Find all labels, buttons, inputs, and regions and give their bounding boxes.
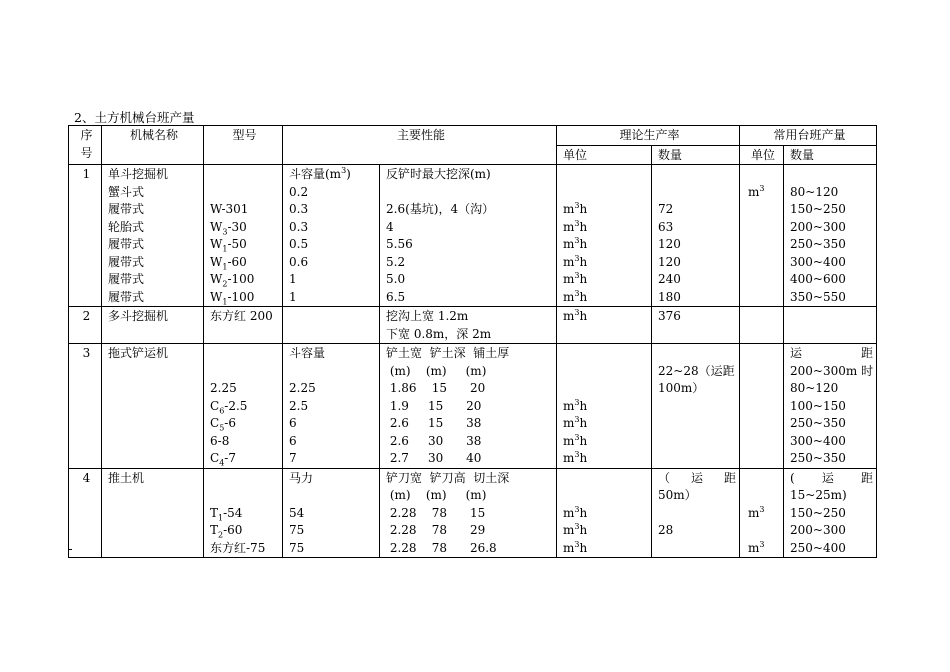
cell-line <box>748 433 780 451</box>
cell-line: 376 <box>658 309 681 323</box>
header-theory: 理论生产率 <box>557 126 740 146</box>
cell-line: (m) (m) (m) <box>386 363 487 378</box>
cell-line: 80~120 <box>790 184 839 199</box>
cell-line: $m^3h$ <box>563 415 588 430</box>
cell-line: $T_1-54$ <box>210 505 243 522</box>
cell-line: $m^3h$ <box>563 308 588 323</box>
cell-line: 挖沟上宽 1.2m <box>386 309 469 323</box>
cell-line <box>748 219 780 237</box>
cell-line: 250~400 <box>790 540 846 555</box>
cell-perf1 <box>283 165 380 307</box>
cell-line <box>658 184 736 202</box>
cell-line <box>658 415 736 433</box>
cell-line <box>748 289 780 307</box>
cell-line: 东方红 200 <box>210 309 273 323</box>
header-common-unit: 单位 <box>740 145 784 165</box>
cell-model <box>204 307 283 344</box>
cell-line: 150~250 <box>790 505 846 520</box>
cell-line <box>210 363 279 381</box>
cell-tunit <box>557 344 652 469</box>
row-seq: 4 <box>69 468 102 558</box>
cell-line: $C_4-7$ <box>210 451 236 468</box>
cell-line <box>210 184 279 202</box>
cell-line <box>563 380 648 398</box>
cell-line: 1.9 15 20 <box>386 398 482 413</box>
cell-line: 1 <box>289 289 297 304</box>
cell-line: 100m） <box>658 381 705 395</box>
cell-line <box>658 433 736 451</box>
cell-cunit <box>740 165 784 307</box>
cell-line: $C_6-2.5$ <box>210 398 248 415</box>
cell-line <box>108 433 200 451</box>
cell-line: 180 <box>658 289 681 304</box>
cell-line <box>210 470 279 488</box>
cell-line: $m^3$ <box>748 183 765 199</box>
cell-line <box>108 398 200 416</box>
cell-line: $m^3h$ <box>563 218 588 234</box>
cell-line: 6 <box>289 416 297 430</box>
header-common: 常用台班产量 <box>740 126 877 146</box>
cell-line: 2.5 <box>289 398 309 413</box>
cell-line: 300~400 <box>790 254 846 269</box>
cell-tunit <box>557 468 652 558</box>
cell-line <box>658 345 736 363</box>
cell-line <box>289 308 376 326</box>
cell-line: 2.6 15 38 <box>386 416 482 430</box>
cell-line: 2.28 78 29 <box>386 523 486 537</box>
cell-perf2 <box>380 468 557 558</box>
cell-line: 5.56 <box>386 237 413 251</box>
cell-line: $m^3h$ <box>563 253 588 269</box>
cell-perf2 <box>380 165 557 307</box>
cell-line <box>748 398 780 416</box>
cell-line: $m^3$ <box>748 504 765 520</box>
cell-line: 80~120 <box>790 381 839 395</box>
cell-line <box>748 201 780 219</box>
cell-name <box>102 468 204 558</box>
cell-name <box>102 344 204 469</box>
cell-line: 150~250 <box>790 202 846 216</box>
cell-line: $W_1-50$ <box>210 237 247 254</box>
cell-line: 2.28 78 15 <box>386 505 486 520</box>
cell-line: 轮胎式 <box>108 219 145 234</box>
cell-line <box>108 522 200 540</box>
cell-tqty <box>652 344 740 469</box>
cell-line <box>563 345 648 363</box>
cell-line <box>658 505 736 523</box>
cell-line <box>748 326 780 344</box>
header-common-qty: 数量 <box>784 145 877 165</box>
cell-line: 反铲时最大挖深(m) <box>386 167 491 181</box>
cell-line: 履带式 <box>108 254 145 269</box>
cell-line: (m) (m) (m) <box>386 488 487 502</box>
cell-line: $m^3h$ <box>563 201 588 216</box>
page-title: 2、土方机械台班产量 <box>74 110 195 125</box>
row-seq: 3 <box>69 344 102 469</box>
cell-line: $m^3h$ <box>563 539 588 555</box>
cell-line: $W_1-60$ <box>210 254 247 271</box>
cell-tunit <box>557 165 652 307</box>
cell-model <box>204 344 283 469</box>
cell-line: 200~300m 时 <box>790 363 874 378</box>
cell-line <box>108 380 200 398</box>
cell-line: 22~28（运距 <box>658 363 735 378</box>
cell-line: $m^3$ <box>748 539 765 555</box>
cell-line: 拖式铲运机 <box>108 346 169 360</box>
cell-line <box>790 308 873 326</box>
cell-line: 72 <box>658 202 674 216</box>
cell-line: 履带式 <box>108 289 145 304</box>
cell-line: 履带式 <box>108 202 145 216</box>
row-seq: 2 <box>69 307 102 344</box>
cell-line: $m^3h$ <box>563 522 588 537</box>
cell-line: $m^3h$ <box>563 432 588 448</box>
table-edge-mark <box>68 549 72 550</box>
cell-line <box>790 326 873 344</box>
cell-tqty <box>652 165 740 307</box>
cell-model <box>204 468 283 558</box>
cell-line: $m^3h$ <box>563 236 588 251</box>
cell-line <box>108 540 200 558</box>
cell-line: 2.28 78 26.8 <box>386 540 497 555</box>
cell-line: 铲刀宽 铲刀高 切土深 <box>386 470 510 485</box>
cell-line: 斗容量$(m^3)$ <box>289 166 351 181</box>
cell-line: 250~350 <box>790 416 846 430</box>
cell-cqty <box>784 344 877 469</box>
cell-line <box>658 326 736 344</box>
cell-line: （ 运 距 <box>658 470 737 485</box>
cell-line: 200~300 <box>790 219 846 234</box>
cell-line <box>790 166 873 184</box>
cell-line: 0.2 <box>289 184 309 199</box>
cell-line: 东方红-75 <box>210 540 266 555</box>
cell-line <box>289 326 376 344</box>
cell-line: 1.86 15 20 <box>386 381 486 395</box>
cell-line: 200~300 <box>790 523 846 537</box>
cell-line: $T_2-60$ <box>210 523 243 540</box>
cell-line <box>563 470 648 488</box>
cell-line <box>748 236 780 254</box>
cell-perf1 <box>283 307 380 344</box>
cell-line: $m^3h$ <box>563 288 588 304</box>
cell-line <box>563 184 648 202</box>
header-name: 机械名称 <box>102 126 204 165</box>
cell-line: $m^3h$ <box>563 504 588 520</box>
production-table <box>68 125 877 558</box>
cell-line <box>658 540 736 558</box>
cell-tunit <box>557 307 652 344</box>
cell-line: 350~550 <box>790 289 846 304</box>
cell-line <box>563 363 648 381</box>
cell-line: 2.6 30 38 <box>386 433 482 448</box>
cell-line: $W_3-30$ <box>210 219 247 236</box>
cell-line: 120 <box>658 254 681 269</box>
cell-line: 0.3 <box>289 219 309 234</box>
cell-line: 2.7 30 40 <box>386 451 482 465</box>
cell-name <box>102 165 204 307</box>
cell-line <box>748 363 780 381</box>
cell-line <box>108 487 200 505</box>
cell-line: 2.6(基坑)，4（沟） <box>386 202 495 216</box>
cell-line: 7 <box>289 451 297 465</box>
cell-line: 1 <box>289 272 297 286</box>
cell-line: 6-8 <box>210 433 230 448</box>
cell-line: 下宽 0.8m，深 2m <box>386 326 492 341</box>
cell-line: 63 <box>658 219 674 234</box>
cell-line <box>563 326 648 344</box>
cell-line: $W_2-100$ <box>210 272 255 289</box>
cell-tqty <box>652 307 740 344</box>
cell-line <box>563 166 648 184</box>
row-seq: 1 <box>69 165 102 307</box>
cell-perf1 <box>283 344 380 469</box>
cell-model <box>204 165 283 307</box>
cell-line <box>108 505 200 523</box>
table-row <box>69 165 877 307</box>
cell-line: 250~350 <box>790 237 846 251</box>
cell-line: W-301 <box>210 202 249 216</box>
cell-line <box>658 166 736 184</box>
cell-line: 100~150 <box>790 398 846 413</box>
cell-line <box>748 522 780 540</box>
cell-line: 0.3 <box>289 202 309 216</box>
cell-line <box>289 487 376 505</box>
cell-perf1 <box>283 468 380 558</box>
cell-line: $C_5-6$ <box>210 416 236 433</box>
cell-line: 履带式 <box>108 237 145 251</box>
cell-line: 蟹斗式 <box>108 184 145 199</box>
cell-line: $m^3h$ <box>563 271 588 286</box>
cell-line <box>748 254 780 272</box>
cell-line <box>748 166 780 184</box>
cell-line <box>748 308 780 326</box>
cell-line: 15~25m) <box>790 488 847 502</box>
cell-perf2 <box>380 307 557 344</box>
cell-line <box>748 271 780 289</box>
cell-line: 推土机 <box>108 470 145 485</box>
cell-cqty <box>784 468 877 558</box>
cell-line: 75 <box>289 523 305 537</box>
cell-line <box>210 166 279 184</box>
table-row <box>69 468 877 558</box>
cell-line: $m^3h$ <box>563 450 588 465</box>
cell-line <box>210 345 279 363</box>
header-theory-unit: 单位 <box>557 145 652 165</box>
cell-line <box>748 345 780 363</box>
cell-line: 4 <box>386 219 394 234</box>
cell-line <box>658 398 736 416</box>
header-row-1 <box>69 126 877 146</box>
cell-line: 400~600 <box>790 272 846 286</box>
cell-line: 6 <box>289 433 297 448</box>
cell-line: 50m） <box>658 488 697 502</box>
cell-line: 单斗挖掘机 <box>108 167 169 181</box>
cell-line <box>108 326 200 344</box>
cell-perf2 <box>380 344 557 469</box>
cell-line: 履带式 <box>108 272 145 286</box>
cell-line: 300~400 <box>790 433 846 448</box>
cell-line: 运 距 <box>790 346 874 360</box>
cell-line: 0.5 <box>289 237 309 251</box>
cell-line <box>210 487 279 505</box>
cell-cunit <box>740 468 784 558</box>
cell-line: 2.25 <box>210 381 237 395</box>
cell-line: ( 运 距 <box>790 470 874 485</box>
cell-line <box>210 326 279 344</box>
header-perf: 主要性能 <box>283 126 557 165</box>
header-model: 型号 <box>204 126 283 165</box>
table-row <box>69 307 877 344</box>
cell-cqty <box>784 307 877 344</box>
cell-line <box>289 363 376 381</box>
header-theory-qty: 数量 <box>652 145 740 165</box>
cell-line <box>386 184 553 202</box>
cell-line <box>748 487 780 505</box>
cell-line: 2.25 <box>289 381 316 395</box>
cell-line <box>563 487 648 505</box>
cell-line <box>108 450 200 468</box>
cell-line: $m^3h$ <box>563 397 588 413</box>
header-seq: 序 号 <box>69 126 102 165</box>
table-row <box>69 344 877 469</box>
cell-line: 250~350 <box>790 451 846 465</box>
cell-line: 斗容量 <box>289 346 326 360</box>
cell-line: 6.5 <box>386 289 406 304</box>
cell-line: 75 <box>289 540 305 555</box>
cell-line <box>748 380 780 398</box>
cell-line: 120 <box>658 237 681 251</box>
cell-line: 5.0 <box>386 272 406 286</box>
cell-cunit <box>740 307 784 344</box>
cell-line: 54 <box>289 505 305 520</box>
cell-line <box>658 450 736 468</box>
cell-line <box>108 415 200 433</box>
cell-line: 马力 <box>289 470 314 485</box>
cell-cqty <box>784 165 877 307</box>
cell-line: 多斗挖掘机 <box>108 309 169 323</box>
cell-line <box>748 470 780 488</box>
cell-line <box>748 415 780 433</box>
cell-tqty <box>652 468 740 558</box>
cell-line: $W_1-100$ <box>210 289 255 306</box>
cell-line: 28 <box>658 523 674 537</box>
cell-line: 0.6 <box>289 254 309 269</box>
cell-line <box>748 450 780 468</box>
cell-name <box>102 307 204 344</box>
cell-line: 240 <box>658 272 681 286</box>
cell-cunit <box>740 344 784 469</box>
cell-line <box>108 363 200 381</box>
cell-line: 铲土宽 铲土深 铺土厚 <box>386 346 510 360</box>
cell-line: 5.2 <box>386 254 406 269</box>
